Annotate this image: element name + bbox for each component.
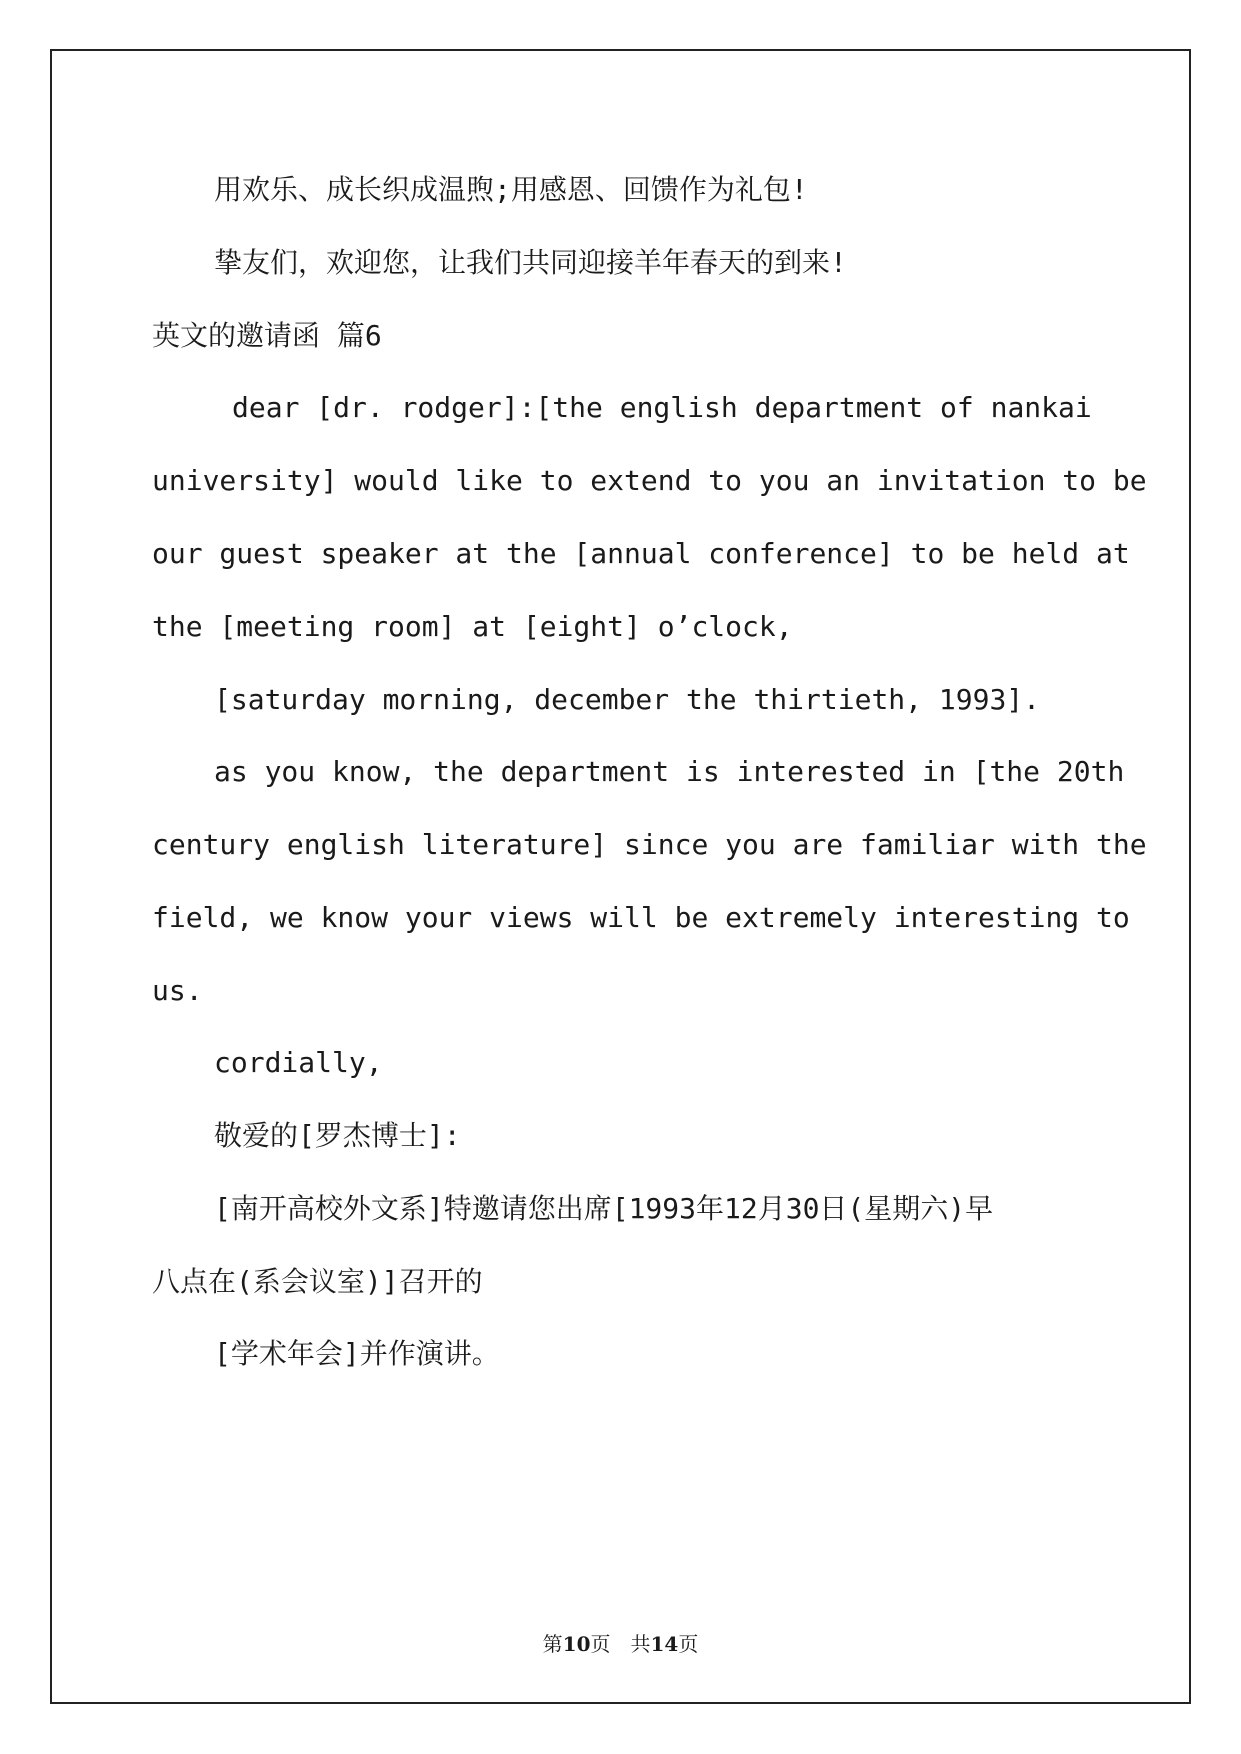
page-total: 14: [650, 1632, 679, 1656]
paragraph-line: [saturday morning, december the thirtieth, 1993].: [214, 683, 1041, 716]
salutation-line: 敬爱的[罗杰博士]:: [214, 1119, 461, 1152]
paragraph-line: [学术年会]并作演讲。: [214, 1337, 500, 1370]
closing-line: cordially,: [214, 1046, 383, 1079]
page-suffix: 页: [678, 1632, 699, 1656]
paragraph-line: our guest speaker at the [annual conference] to be held at: [152, 537, 1130, 570]
page-current: 10: [562, 1632, 591, 1656]
page-prefix: 第: [542, 1632, 563, 1656]
paragraph-line: field, we know your views will be extremely interesting to: [152, 901, 1130, 934]
paragraph-line: as you know, the department is interested in [the 20th: [214, 755, 1125, 788]
page-mid: 页 共: [590, 1632, 651, 1656]
paragraph-line: dear [dr. rodger]:[the english department of nankai: [232, 391, 1092, 424]
paragraph-line: [南开高校外文系]特邀请您出席[1993年12月30日(星期六)早: [214, 1192, 994, 1225]
paragraph-line: century english literature] since you are familiar with the: [152, 828, 1147, 861]
paragraph-line: 挚友们，欢迎您，让我们共同迎接羊年春天的到来!: [214, 246, 847, 279]
paragraph-line: 八点在(系会议室)]召开的: [152, 1265, 483, 1298]
paragraph-line: university] would like to extend to you an invitation to be: [152, 464, 1147, 497]
page-number-footer: [0, 1628, 1241, 1657]
page-border: [50, 49, 1191, 1704]
section-heading: 英文的邀请函 篇6: [152, 319, 382, 352]
paragraph-line: us.: [152, 974, 203, 1007]
paragraph-line: the [meeting room] at [eight] o’clock,: [152, 610, 793, 643]
paragraph-line: 用欢乐、成长织成温煦;用感恩、回馈作为礼包!: [214, 173, 808, 206]
